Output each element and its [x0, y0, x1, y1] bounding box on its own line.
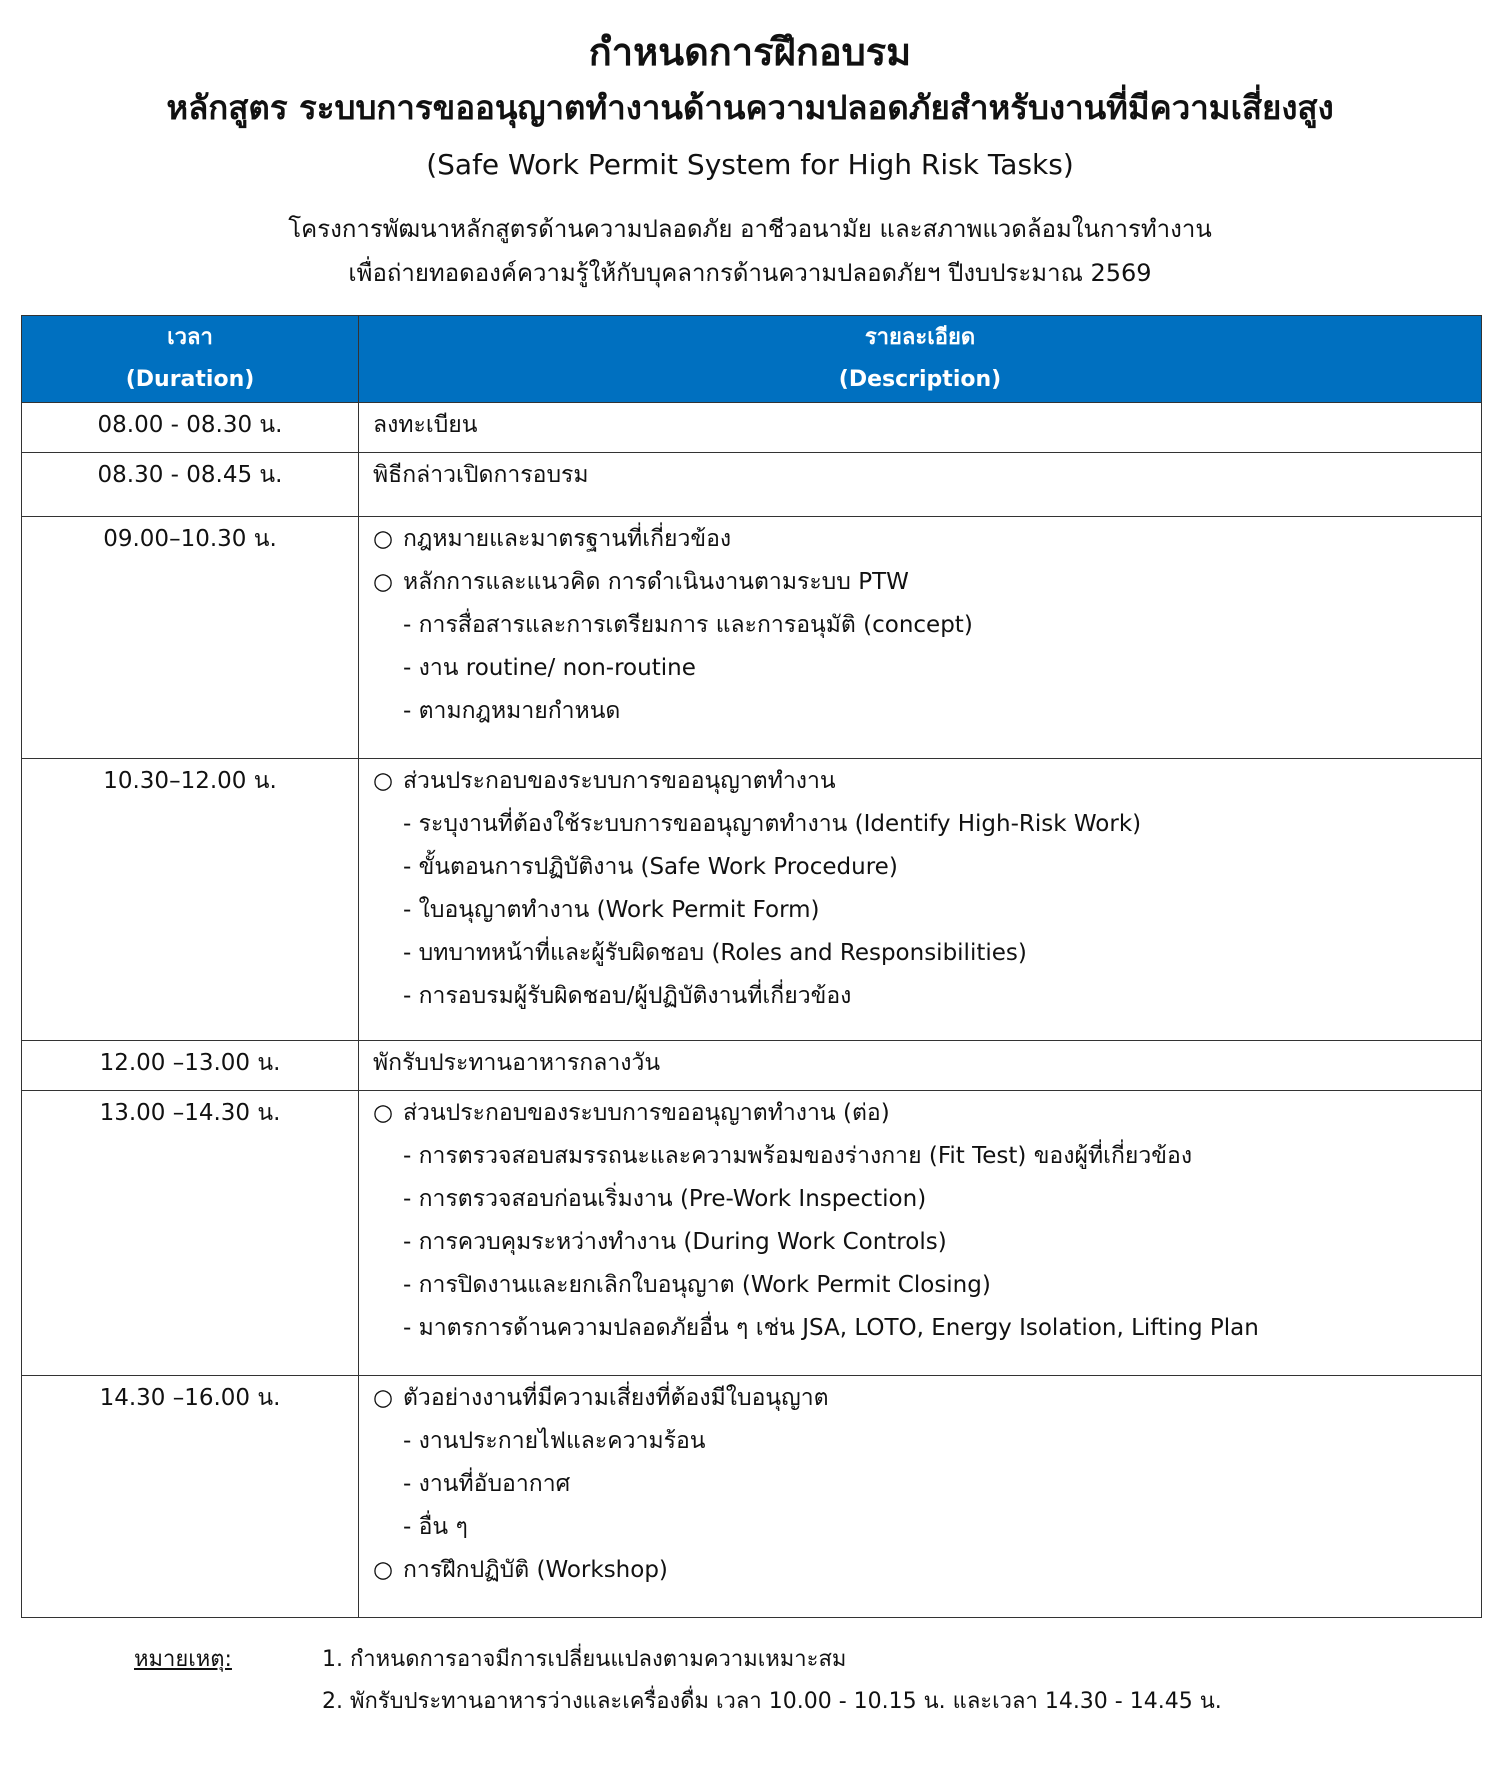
page-title: กำหนดการฝึกอบรม — [588, 30, 912, 74]
line-text: พิธีกล่าวเปิดการอบรม — [373, 462, 589, 488]
project-line-2: เพื่อถ่ายทอดองค์ความรู้ให้กับบุคลากรด้านความปลอดภัยฯ ปีงบประมาณ 2569 — [348, 259, 1152, 287]
course-title-english: (Safe Work Permit System for High Risk Tasks) — [426, 148, 1074, 181]
table-row — [22, 517, 1482, 759]
row-time: 14.30 –16.00 น. — [22, 1376, 359, 1618]
line-text: - มาตรการด้านความปลอดภัยอื่น ๆ เช่น JSA, LOTO, Energy Isolation, Lifting Plan — [403, 1315, 1259, 1341]
line-text: - งานประกายไฟและความร้อน — [403, 1428, 706, 1454]
line-text: ตัวอย่างงานที่มีความเสี่ยงที่ต้องมีใบอนุญาต — [403, 1385, 829, 1411]
header-time-label: เวลา — [167, 325, 213, 350]
row-time: 08.00 - 08.30 น. — [22, 403, 359, 453]
row-time: 12.00 –13.00 น. — [22, 1041, 359, 1091]
line-text: ลงทะเบียน — [373, 412, 478, 438]
row-description — [359, 1041, 1482, 1091]
header-time-label-en: (Duration) — [125, 367, 255, 392]
description-line — [373, 937, 1471, 980]
line-text: - ตามกฎหมายกำหนด — [403, 698, 621, 724]
row-time: 10.30–12.00 น. — [22, 759, 359, 1041]
line-text: หลักการและแนวคิด การดำเนินงานตามระบบ PTW — [403, 569, 909, 595]
circle-bullet-icon: ○ — [373, 569, 394, 595]
line-text: ส่วนประกอบของระบบการขออนุญาตทำงาน — [403, 768, 836, 794]
description-line — [373, 894, 1471, 937]
description-line — [373, 1468, 1471, 1511]
description-line — [373, 609, 1471, 652]
description-line — [373, 808, 1471, 851]
description-line — [373, 851, 1471, 894]
bullet-item — [373, 523, 1471, 566]
description-line — [373, 459, 1471, 502]
circle-bullet-icon: ○ — [373, 526, 394, 552]
description-line — [373, 1511, 1471, 1554]
description-line — [373, 1047, 1471, 1090]
description-line — [373, 980, 1471, 1023]
circle-bullet-icon: ○ — [373, 1100, 394, 1126]
line-text: พักรับประทานอาหารกลางวัน — [373, 1050, 661, 1076]
row-description — [359, 1091, 1482, 1376]
line-text: - อื่น ๆ — [403, 1514, 468, 1540]
schedule-table — [21, 315, 1482, 1618]
line-text: - การปิดงานและยกเลิกใบอนุญาต (Work Permit Closing) — [403, 1272, 991, 1298]
row-time: 08.30 - 08.45 น. — [22, 453, 359, 517]
table-row — [22, 403, 1482, 453]
description-line — [373, 1226, 1471, 1269]
row-description — [359, 403, 1482, 453]
row-description — [359, 1376, 1482, 1618]
circle-bullet-icon: ○ — [373, 1385, 394, 1411]
row-time: 09.00–10.30 น. — [22, 517, 359, 759]
header-description-label-en: (Description) — [838, 367, 1002, 392]
line-text: - การสื่อสารและการเตรียมการ และการอนุมัติ (concept) — [403, 612, 973, 638]
description-line — [373, 1140, 1471, 1183]
line-text: - ใบอนุญาตทำงาน (Work Permit Form) — [403, 897, 820, 923]
project-line-1: โครงการพัฒนาหลักสูตรด้านความปลอดภัย อาชีวอนามัย และสภาพแวดล้อมในการทำงาน — [288, 215, 1212, 243]
bullet-item — [373, 765, 1471, 808]
row-time: 13.00 –14.30 น. — [22, 1091, 359, 1376]
description-line — [373, 652, 1471, 695]
line-text: กฎหมายและมาตรฐานที่เกี่ยวข้อง — [403, 526, 732, 552]
notes-label: หมายเหตุ: — [134, 1647, 232, 1672]
line-text: - ระบุงานที่ต้องใช้ระบบการขออนุญาตทำงาน (Identify High-Risk Work) — [403, 811, 1142, 837]
description-line — [373, 1183, 1471, 1226]
line-text: ส่วนประกอบของระบบการขออนุญาตทำงาน (ต่อ) — [403, 1100, 890, 1126]
note-item: 2. พักรับประทานอาหารว่างและเครื่องดื่ม เวลา 10.00 - 10.15 น. และเวลา 14.30 - 14.45 น. — [322, 1689, 1222, 1714]
line-text: - ขั้นตอนการปฏิบัติงาน (Safe Work Procedure) — [403, 854, 898, 880]
line-text: - การอบรมผู้รับผิดชอบ/ผู้ปฏิบัติงานที่เกี่ยวข้อง — [403, 983, 852, 1009]
bullet-item — [373, 1097, 1471, 1140]
header-time — [22, 316, 359, 403]
note-item: 1. กำหนดการอาจมีการเปลี่ยนแปลงตามความเหมาะสม — [322, 1647, 847, 1672]
description-line — [373, 1269, 1471, 1312]
description-line — [373, 695, 1471, 738]
table-row — [22, 453, 1482, 517]
bullet-item — [373, 566, 1471, 609]
description-line — [373, 1425, 1471, 1468]
row-description — [359, 759, 1482, 1041]
line-text: - งานที่อับอากาศ — [403, 1471, 571, 1497]
line-text: - บทบาทหน้าที่และผู้รับผิดชอบ (Roles and Responsibilities) — [403, 940, 1027, 966]
circle-bullet-icon: ○ — [373, 768, 394, 794]
bullet-item — [373, 1382, 1471, 1425]
table-row — [22, 1091, 1482, 1376]
header-description-label: รายละเอียด — [864, 325, 976, 350]
row-description — [359, 517, 1482, 759]
line-text: - การตรวจสอบก่อนเริ่มงาน (Pre-Work Inspection) — [403, 1186, 927, 1212]
table-row — [22, 1376, 1482, 1618]
table-header-row — [22, 316, 1482, 403]
table-row — [22, 759, 1482, 1041]
bullet-item — [373, 1554, 1471, 1597]
circle-bullet-icon: ○ — [373, 1557, 394, 1583]
line-text: - งาน routine/ non-routine — [403, 655, 696, 681]
course-title: หลักสูตร ระบบการขออนุญาตทำงานด้านความปลอดภัยสำหรับงานที่มีความเสี่ยงสูง — [166, 88, 1334, 127]
description-line — [373, 409, 1471, 452]
header-description — [359, 316, 1482, 403]
line-text: การฝึกปฏิบัติ (Workshop) — [403, 1557, 668, 1583]
description-line — [373, 1312, 1471, 1355]
line-text: - การตรวจสอบสมรรถนะและความพร้อมของร่างกาย (Fit Test) ของผู้ที่เกี่ยวข้อง — [403, 1143, 1193, 1169]
table-row — [22, 1041, 1482, 1091]
line-text: - การควบคุมระหว่างทำงาน (During Work Controls) — [403, 1229, 947, 1255]
row-description — [359, 453, 1482, 517]
